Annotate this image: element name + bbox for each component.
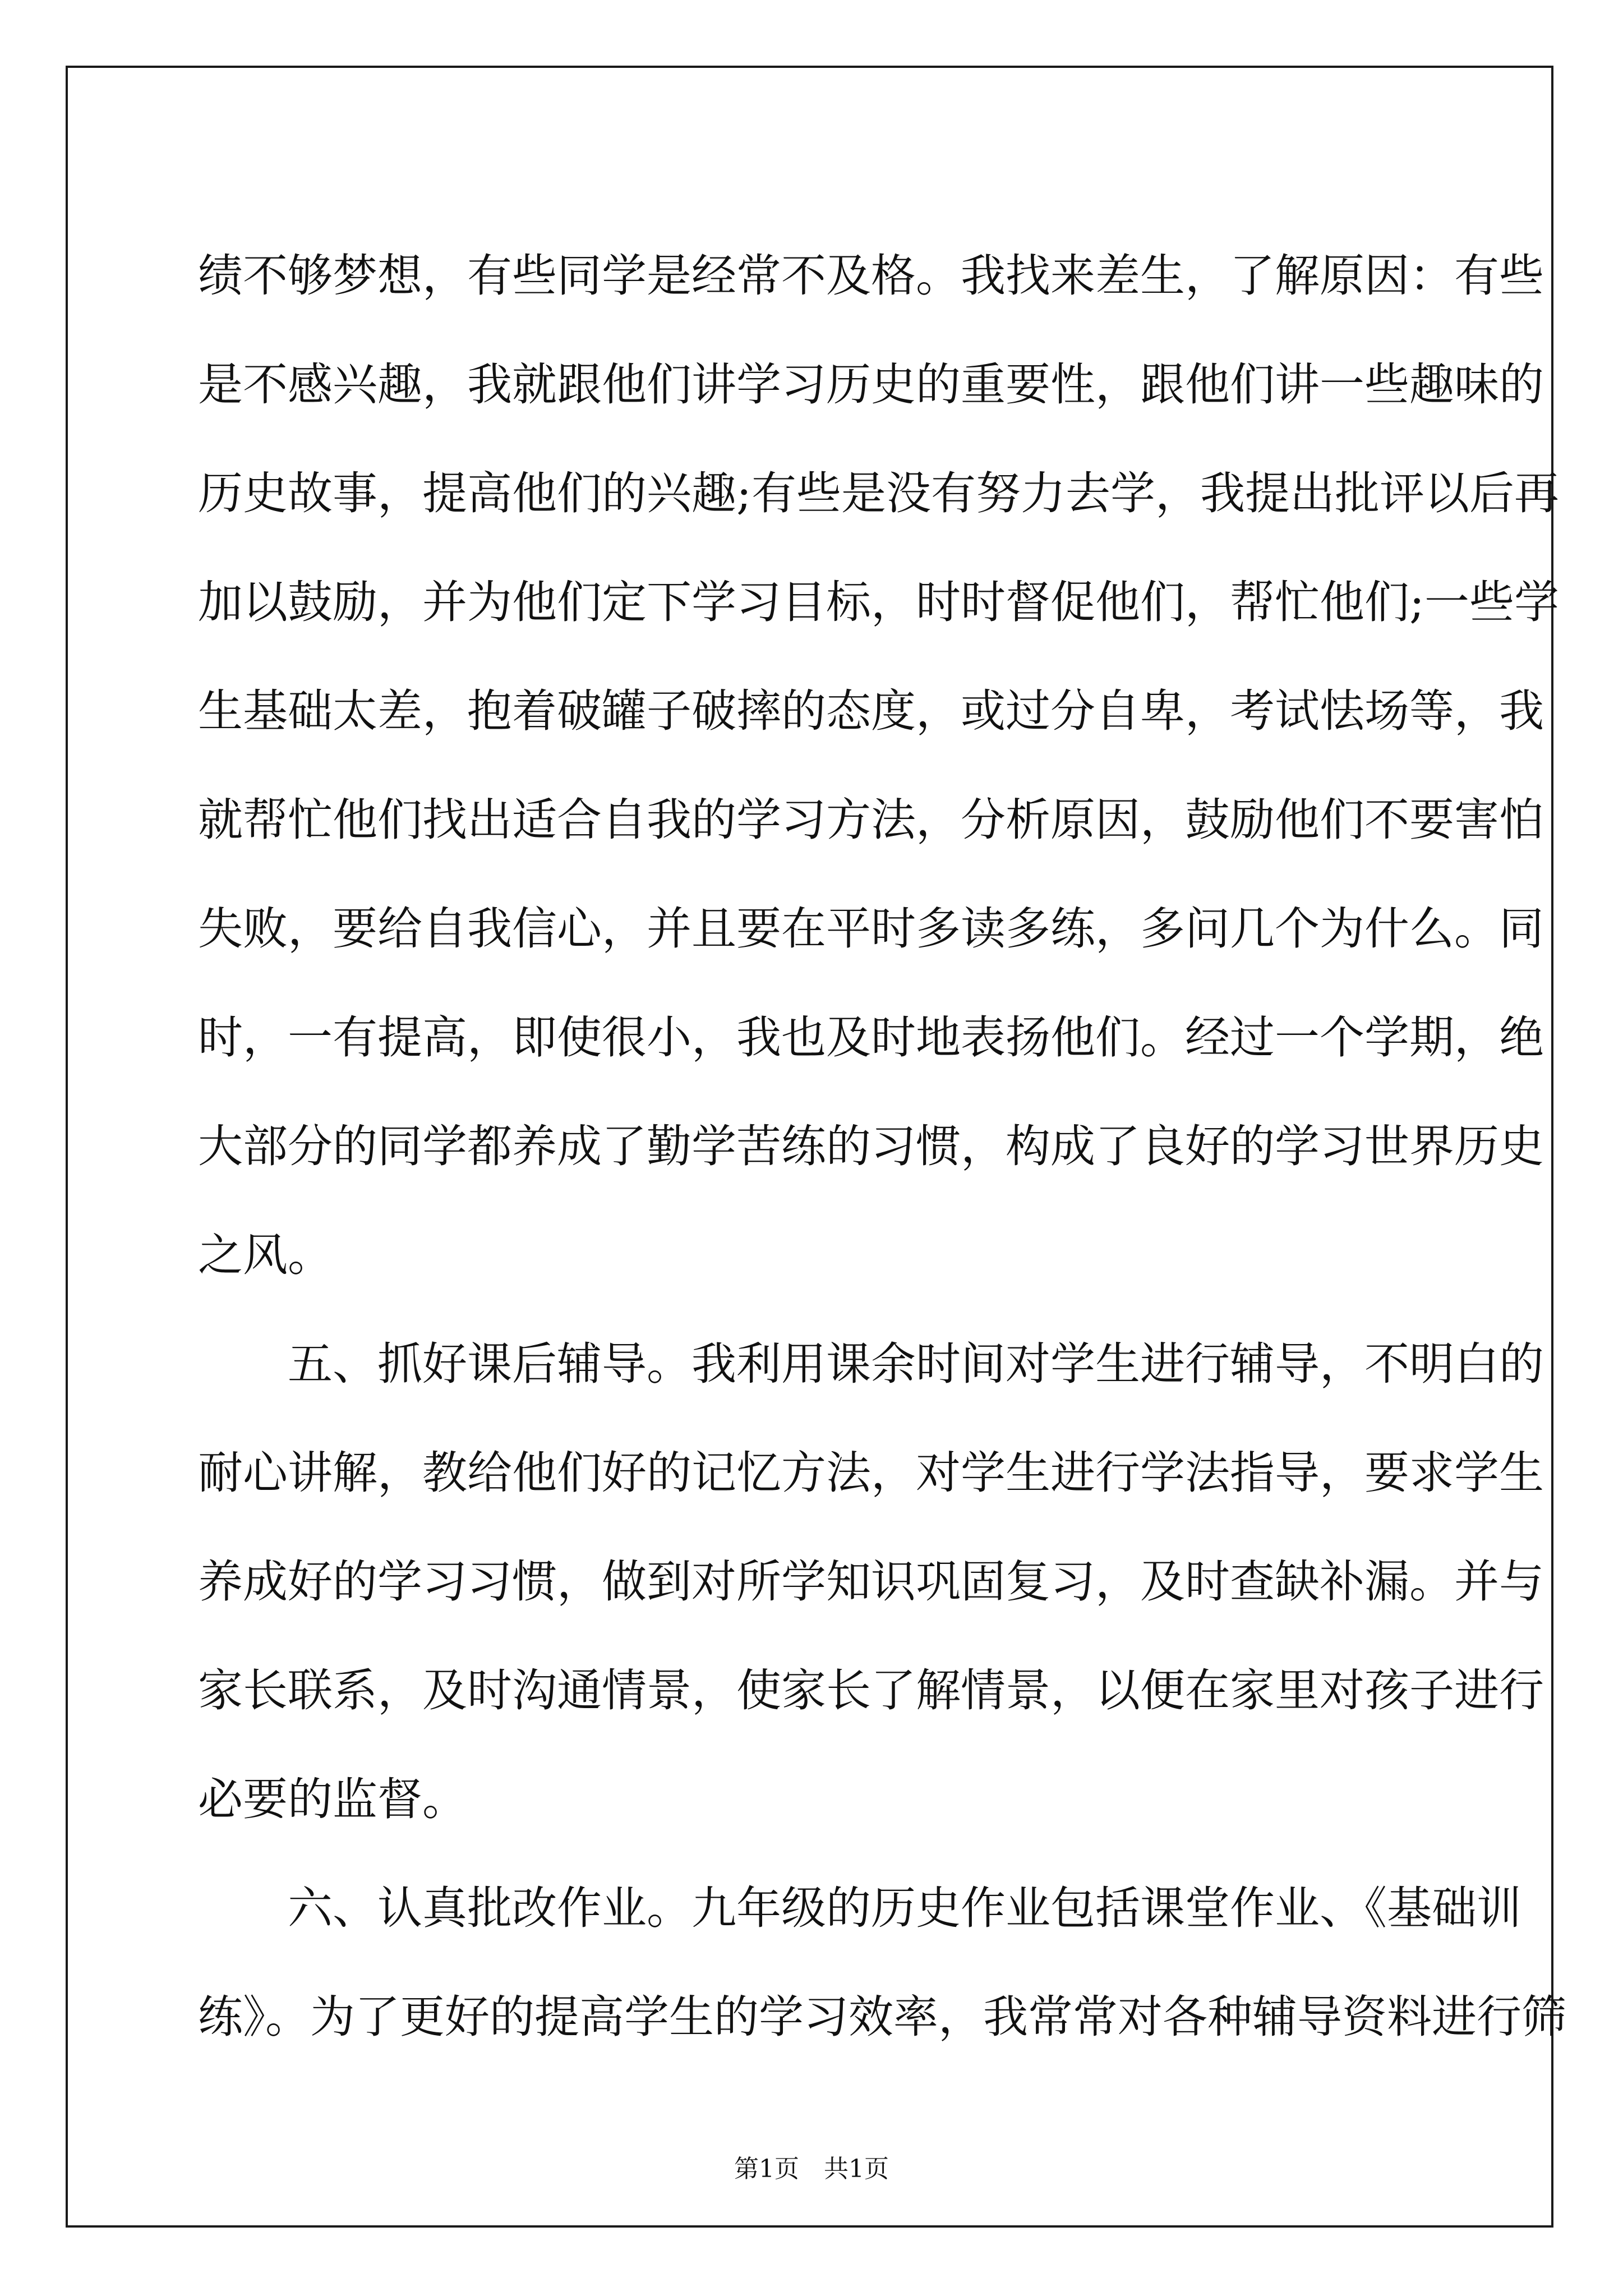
text-line: 生基础太差，抱着破罐子破摔的态度，或过分自卑，考试怯场等，我 [198, 685, 1544, 737]
text-line: 加以鼓励，并为他们定下学习目标，时时督促他们，帮忙他们;一些学 [198, 576, 1559, 628]
paragraph-first-line: 五、抓好课后辅导。我利用课余时间对学生进行辅导，不明白的 [288, 1338, 1544, 1390]
text-line: 大部分的同学都养成了勤学苦练的习惯，构成了良好的学习世界历史 [198, 1120, 1544, 1172]
text-line: 耐心讲解，教给他们好的记忆方法，对学生进行学法指导，要求学生 [198, 1447, 1544, 1499]
text-line: 家长联系，及时沟通情景，使家长了解情景，以便在家里对孩子进行 [198, 1664, 1544, 1717]
text-line: 养成好的学习习惯，做到对所学知识巩固复习，及时查缺补漏。并与 [198, 1556, 1544, 1608]
text-line: 是不感兴趣，我就跟他们讲学习历史的重要性，跟他们讲一些趣味的 [198, 358, 1544, 411]
page-number-footer: 第1页 共1页 [734, 2155, 889, 2183]
text-line: 绩不够梦想，有些同学是经常不及格。我找来差生，了解原因：有些 [198, 250, 1544, 302]
text-line: 就帮忙他们找出适合自我的学习方法，分析原因，鼓励他们不要害怕 [198, 794, 1544, 846]
text-line: 失败，要给自我信心，并且要在平时多读多练，多问几个为什么。同 [198, 903, 1544, 955]
text-line: 练》。为了更好的提高学生的学习效率，我常常对各种辅导资料进行筛 [198, 1991, 1566, 2043]
document-body [198, 222, 1566, 2072]
text-line: 历史故事，提高他们的兴趣;有些是没有努力去学，我提出批评以后再 [198, 467, 1559, 519]
text-line: 必要的监督。 [198, 1773, 467, 1825]
text-line: 之风。 [198, 1229, 333, 1281]
text-line: 时，一有提高，即使很小，我也及时地表扬他们。经过一个学期，绝 [198, 1011, 1544, 1064]
paragraph-first-line: 六、认真批改作业。九年级的历史作业包括课堂作业、《基础训 [288, 1882, 1521, 1934]
